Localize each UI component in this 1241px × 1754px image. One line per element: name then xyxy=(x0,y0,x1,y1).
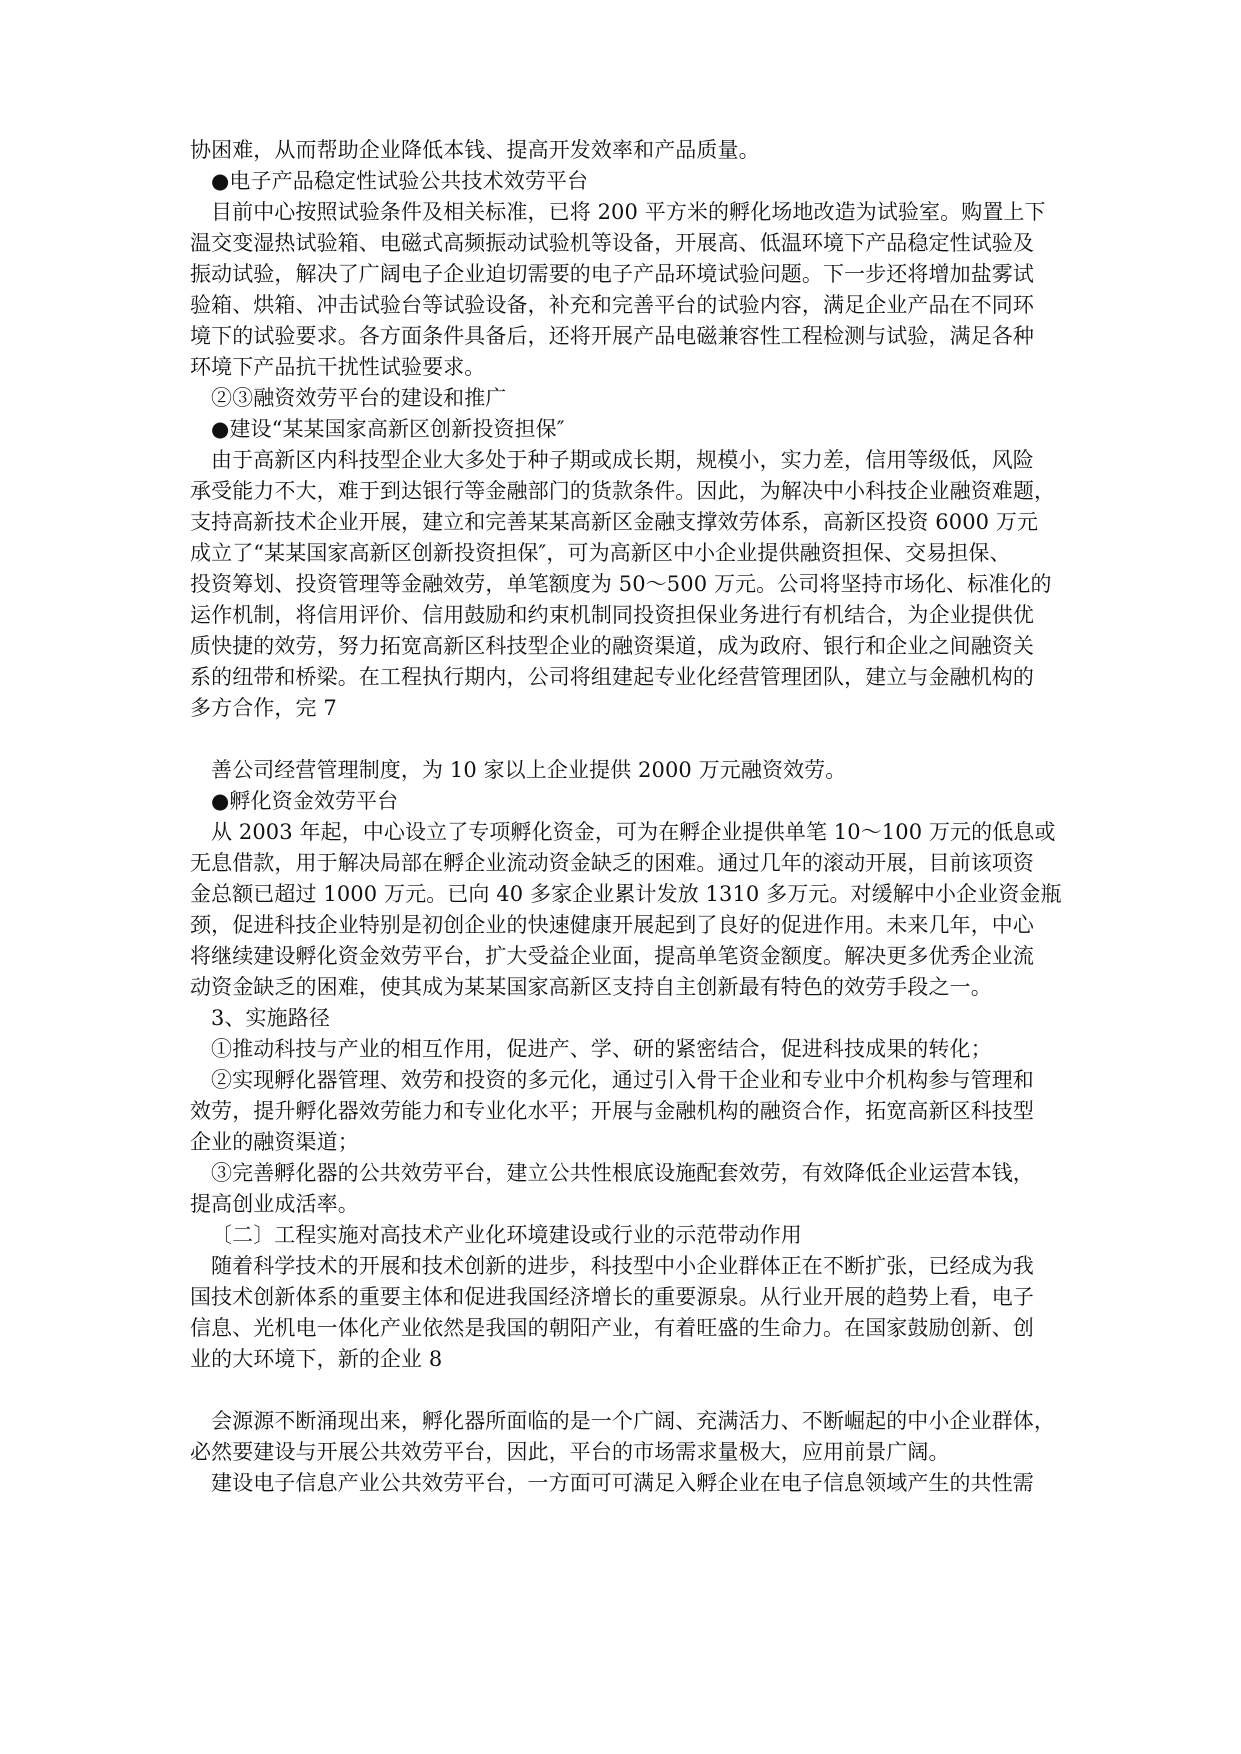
text-line: 将继续建设孵化资金效劳平台，扩大受益企业面，提高单笔资金额度。解决更多优秀企业流 xyxy=(190,944,1034,968)
text-line-with-page-number: 业的大环境下，新的企业 8 xyxy=(190,1347,443,1371)
text-line-with-page-number: 多方合作，完 7 xyxy=(190,696,337,720)
text-line: 效劳，提升孵化器效劳能力和专业化水平；开展与金融机构的融资合作，拓宽高新区科技型 xyxy=(190,1099,1034,1123)
text-line: 善公司经营管理制度，为 10 家以上企业提供 2000 万元融资效劳。 xyxy=(211,758,847,782)
text-line: 由于高新区内科技型企业大多处于种子期或成长期，规模小，实力差，信用等级低，风险 xyxy=(211,448,1034,472)
text-line: 温交变湿热试验箱、电磁式高频振动试验机等设备，开展高、低温环境下产品稳定性试验及 xyxy=(190,231,1034,255)
text-line: 信息、光机电一体化产业依然是我国的朝阳产业，有着旺盛的生命力。在国家鼓励创新、创 xyxy=(190,1316,1034,1340)
text-line: 建设电子信息产业公共效劳平台，一方面可可满足入孵企业在电子信息领域产生的共性需 xyxy=(211,1471,1034,1495)
text-line: 境下的试验要求。各方面条件具备后，还将开展产品电磁兼容性工程检测与试验，满足各种 xyxy=(190,324,1034,348)
bullet-heading: ●孵化资金效劳平台 xyxy=(211,789,399,813)
text-line: 会源源不断涌现出来，孵化器所面临的是一个广阔、充满活力、不断崛起的中小企业群体， xyxy=(211,1409,1055,1433)
text-line: 支持高新技术企业开展，建立和完善某某高新区金融支撑效劳体系，高新区投资 6000 万元 xyxy=(190,510,1039,534)
text-line: 目前中心按照试验条件及相关标准，已将 200 平方米的孵化场地改造为试验室。购置上下 xyxy=(211,200,1046,224)
text-line: 必然要建设与开展公共效劳平台，因此，平台的市场需求量极大，应用前景广阔。 xyxy=(190,1440,950,1464)
text-line: 国技术创新体系的重要主体和促进我国经济增长的重要源泉。从行业开展的趋势上看，电子 xyxy=(190,1285,1034,1309)
text-line: 承受能力不大，难于到达银行等金融部门的货款条件。因此，为解决中小科技企业融资难题， xyxy=(190,479,1056,503)
text-line: 投资筹划、投资管理等金融效劳，单笔额度为 50～500 万元。公司将坚持市场化、标准化的 xyxy=(190,572,1052,596)
bullet-heading: ●建设“某某国家高新区创新投资担保″ xyxy=(211,417,565,441)
text-line: 协困难，从而帮助企业降低本钱、提高开发效率和产品质量。 xyxy=(190,138,760,162)
text-line: 环境下产品抗干扰性试验要求。 xyxy=(190,355,486,379)
section-heading: 〔二〕工程实施对高技术产业化环境建设或行业的示范带动作用 xyxy=(211,1223,802,1247)
text-line: 振动试验，解决了广阔电子企业迫切需要的电子产品环境试验问题。下一步还将增加盐雾试 xyxy=(190,262,1034,286)
bullet-heading: ●电子产品稳定性试验公共技术效劳平台 xyxy=(211,169,589,193)
text-line: 从 2003 年起，中心设立了专项孵化资金，可为在孵企业提供单笔 10～100 万元的低息或 xyxy=(211,820,1056,844)
text-line: 企业的融资渠道； xyxy=(190,1130,359,1154)
text-line: 金总额已超过 1000 万元。已向 40 多家企业累计发放 1310 多万元。对缓解中小企业资金瓶 xyxy=(190,882,1062,906)
text-line: 动资金缺乏的困难，使其成为某某国家高新区支持自主创新最有特色的效劳手段之一。 xyxy=(190,975,992,999)
section-heading: ②③融资效劳平台的建设和推广 xyxy=(211,386,507,410)
text-line: ③完善孵化器的公共效劳平台，建立公共性根底设施配套效劳，有效降低企业运营本钱， xyxy=(211,1161,1034,1185)
text-line: 质快捷的效劳，努力拓宽高新区科技型企业的融资渠道，成为政府、银行和企业之间融资关 xyxy=(190,634,1034,658)
text-line: ①推动科技与产业的相互作用，促进产、学、研的紧密结合，促进科技成果的转化； xyxy=(211,1037,992,1061)
section-heading: 3、实施路径 xyxy=(211,1006,330,1030)
text-line: 颈，促进科技企业特别是初创企业的快速健康开展起到了良好的促进作用。未来几年，中心 xyxy=(190,913,1034,937)
text-line: 验箱、烘箱、冲击试验台等试验设备，补充和完善平台的试验内容，满足企业产品在不同环 xyxy=(190,293,1034,317)
text-line: 运作机制，将信用评价、信用鼓励和约束机制同投资担保业务进行有机结合，为企业提供优 xyxy=(190,603,1034,627)
text-line: 系的纽带和桥梁。在工程执行期内，公司将组建起专业化经营管理团队，建立与金融机构的 xyxy=(190,665,1034,689)
text-line: 成立了“某某国家高新区创新投资担保″，可为高新区中小企业提供融资担保、交易担保、 xyxy=(190,541,1011,565)
text-line: 随着科学技术的开展和技术创新的进步，科技型中小企业群体正在不断扩张，已经成为我 xyxy=(211,1254,1034,1278)
text-line: 无息借款，用于解决局部在孵企业流动资金缺乏的困难。通过几年的滚动开展，目前该项资 xyxy=(190,851,1034,875)
text-line: ②实现孵化器管理、效劳和投资的多元化，通过引入骨干企业和专业中介机构参与管理和 xyxy=(211,1068,1034,1092)
text-line: 提高创业成活率。 xyxy=(190,1192,359,1216)
